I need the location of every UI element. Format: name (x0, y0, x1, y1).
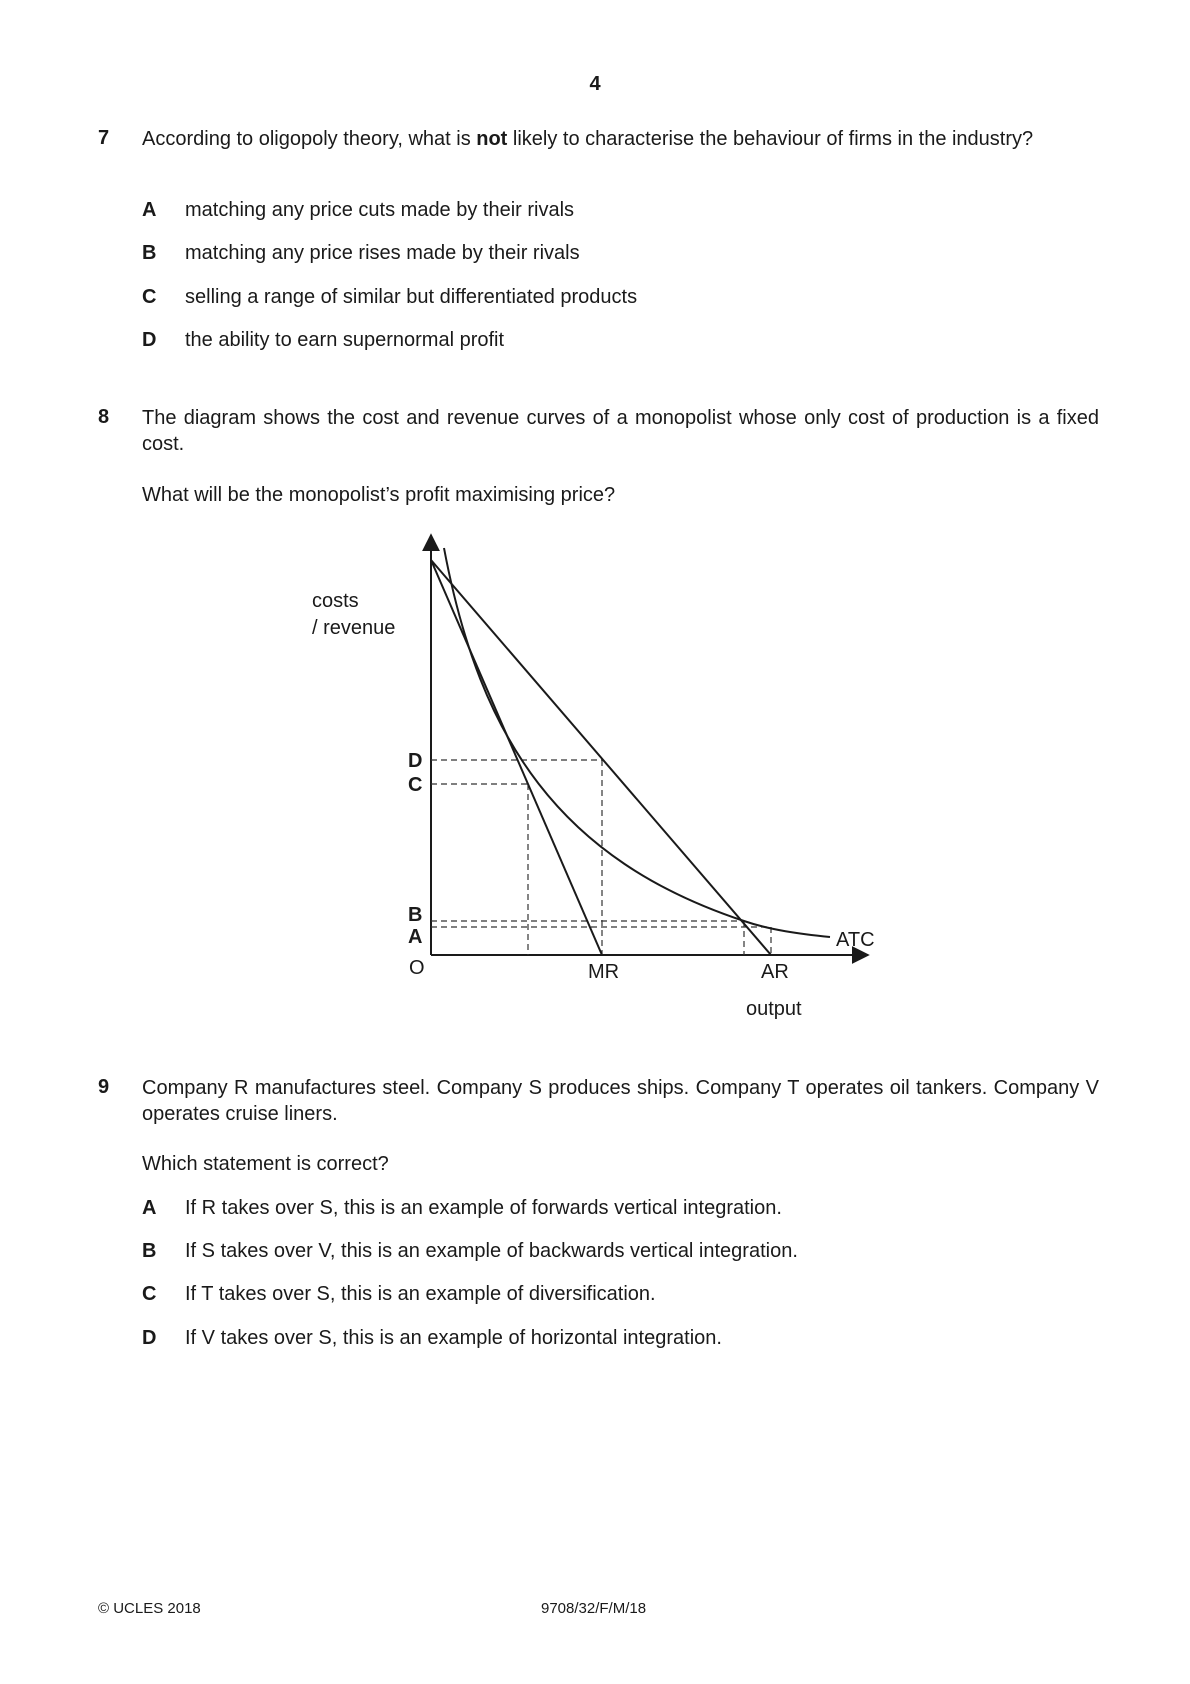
price-label-d: D (408, 750, 423, 772)
q7-option-c-text: selling a range of similar but differentiated products (185, 286, 638, 308)
q9-option-c-letter: C (142, 1283, 157, 1305)
q9-option-b-text: If S takes over V, this is an example of backwards vertical integration. (185, 1240, 798, 1262)
x-axis-label: output (746, 998, 802, 1020)
q9-option-b-letter: B (142, 1240, 157, 1262)
origin-label: O (409, 957, 425, 979)
y-axis-label-line1: costs (312, 590, 359, 612)
question-9-text: Company R manufactures steel. Company S produces ships. Company T operates oil tankers. Company V operates cruise liners. (142, 1077, 1099, 1125)
q7-option-d-letter: D (142, 329, 157, 351)
guide-lines (431, 760, 771, 955)
mr-label: MR (588, 961, 620, 983)
question-7-text-emphasis: not (476, 128, 508, 150)
question-7-text-start: According to oligopoly theory, what is (142, 128, 477, 150)
atc-curve (444, 548, 830, 937)
q7-option-a-letter: A (142, 199, 157, 221)
question-8-question: What will be the monopolist’s profit maximising price? (142, 484, 616, 506)
footer-paper-code: 9708/32/F/M/18 (541, 1600, 647, 1617)
question-8-number: 8 (98, 406, 110, 428)
q9-option-c-text: If T takes over S, this is an example of diversification. (185, 1283, 656, 1305)
q9-option-a-text: If R takes over S, this is an example of forwards vertical integration. (185, 1197, 782, 1219)
footer-copyright: © UCLES 2018 (98, 1600, 201, 1617)
price-label-a: A (408, 926, 423, 948)
q7-option-b-text: matching any price rises made by their rivals (185, 242, 580, 264)
q7-option-a-text: matching any price cuts made by their rivals (185, 199, 575, 221)
question-9-number: 9 (98, 1076, 110, 1098)
q7-option-b-letter: B (142, 242, 157, 264)
ar-label: AR (761, 961, 789, 983)
question-7-text-end: likely to characterise the behaviour of firms in the industry? (507, 128, 1034, 150)
q9-option-a-letter: A (142, 1197, 157, 1219)
q9-option-d-letter: D (142, 1327, 157, 1349)
question-9-question: Which statement is correct? (142, 1153, 389, 1175)
q7-option-d-text: the ability to earn supernormal profit (185, 329, 505, 351)
y-axis-label-line2: / revenue (312, 617, 396, 639)
price-label-c: C (408, 774, 423, 796)
question-8-text: The diagram shows the cost and revenue curves of a monopolist whose only cost of production is a fixed cost. (142, 407, 1099, 455)
question-7-number: 7 (98, 127, 110, 149)
price-label-b: B (408, 904, 423, 926)
q9-option-d-text: If V takes over S, this is an example of horizontal integration. (185, 1327, 722, 1349)
page-number: 4 (589, 73, 601, 95)
q7-option-c-letter: C (142, 286, 157, 308)
mr-curve (431, 560, 602, 955)
ar-curve (431, 560, 771, 955)
atc-label: ATC (836, 929, 875, 951)
